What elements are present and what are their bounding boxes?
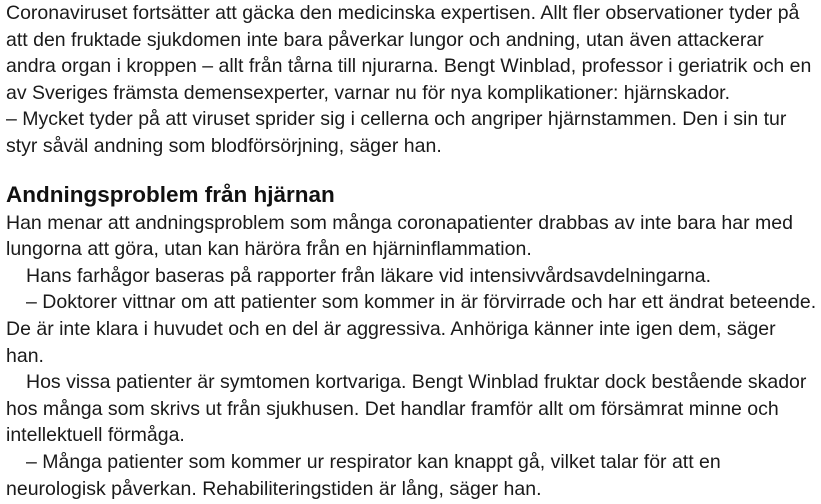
body-paragraph-2: Hans farhågor baseras på rapporter från läkare vid intensivvårdsavdelningarna.	[26, 264, 712, 287]
body-paragraph-5: – Många patienter som kommer ur respirator kan knappt gå, vilket talar för att en neurologisk påverkan. Rehabiliteringstiden är lång, säger han.	[6, 450, 721, 500]
intro-paragraph-1: Coronaviruset fortsätter att gäcka den medicinska expertisen. Allt fler observationer tyder på att den fruktade sjukdomen inte bara påverkar lungor och andning, utan även attackerar andra organ i kroppen – allt från tårna till njurarna. Bengt Winblad, professor i geriatrik och en av Sveriges främsta demensexperter, varnar nu för nya komplikationer: hjärnskador.	[6, 2, 812, 104]
body-paragraph-1: Han menar att andningsproblem som många coronapatienter drabbas av inte bara har med lungorna att göra, utan kan häröra från en hjärninflammation.	[6, 211, 793, 261]
article-body	[6, 210, 818, 503]
body-paragraph-4: Hos vissa patienter är symtomen kortvariga. Bengt Winblad fruktar dock bestående skador hos många som skrivs ut från sjukhusen. Det handlar framför allt om försämrat minne och intellektuell förmåga.	[6, 371, 807, 447]
article	[6, 0, 818, 502]
body-paragraph-3: – Doktorer vittnar om att patienter som kommer in är förvirrade och har ett ändrat beteende. De är inte klara i huvudet och en del är aggressiva. Anhöriga känner inte igen dem, säger han.	[6, 291, 817, 367]
article-intro	[6, 0, 818, 160]
section-heading: Andningsproblem från hjärnan	[6, 181, 335, 207]
intro-paragraph-2: – Mycket tyder på att viruset sprider sig i cellerna och angriper hjärnstammen. Den i sin tur styr såväl andning som blodförsörjning, säger han.	[6, 108, 787, 157]
